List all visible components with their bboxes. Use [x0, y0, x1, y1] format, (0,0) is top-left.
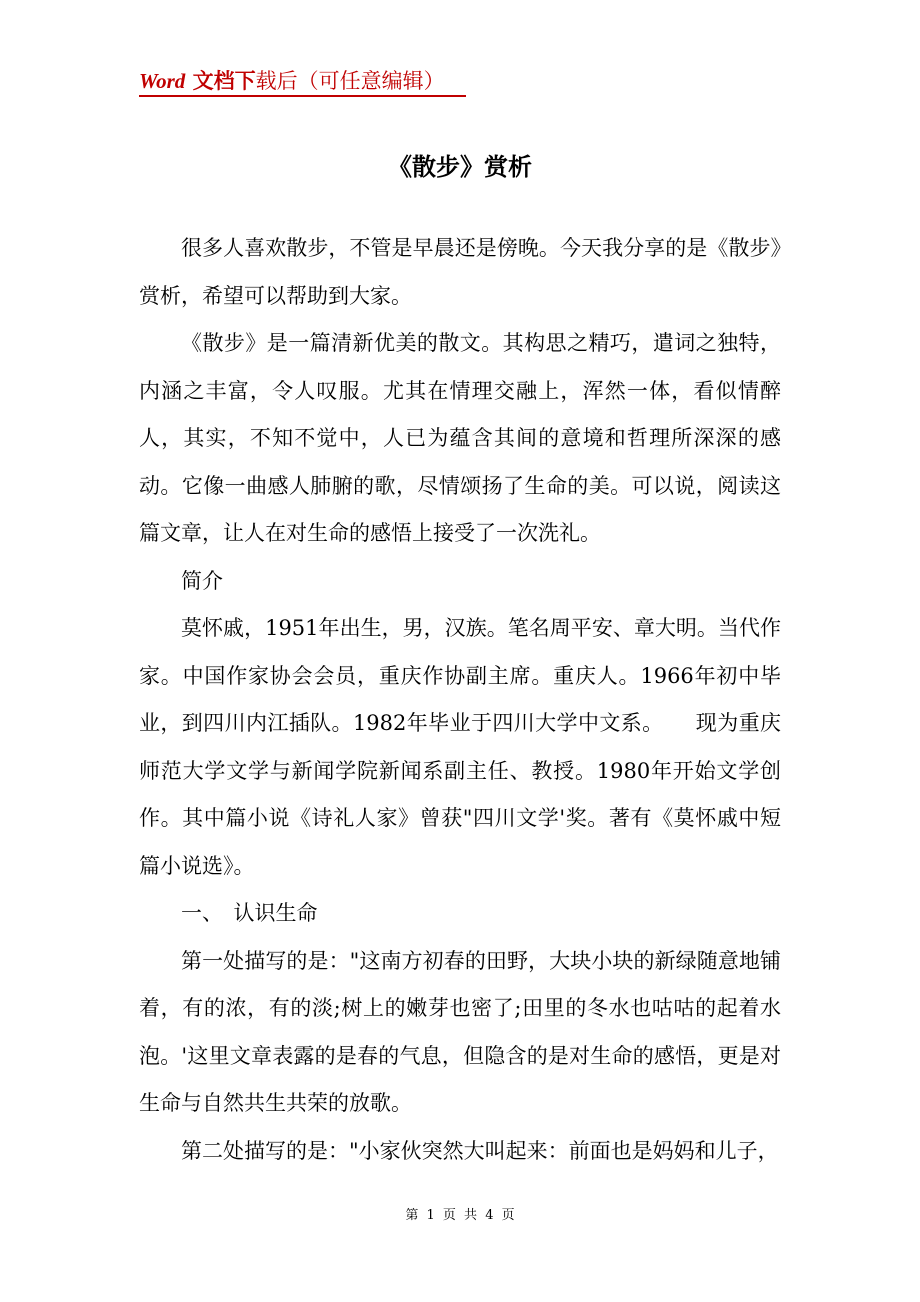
body-paragraph: 第一处描写的是："这南方初春的田野，大块小块的新绿随意地铺着，有的浓，有的淡;树上的嫩芽也密了;田里的冬水也咕咕的起着水泡。'这里文章表露的是春的气息，但隐含的是对生命的感悟，更是对生命与自然共生共荣的放歌。 [139, 948, 781, 1115]
body-paragraph: 莫怀戚，1951年出生，男，汉族。笔名周平安、章大明。当代作家。中国作家协会会员，重庆作协副主席。重庆人。1966年初中毕业，到四川内江插队。1982年毕业于四川大学中文系。 现为重庆师范大学文学与新闻学院新闻系副主任、教授。1980年开始文学创作。其中篇小说《诗礼人家》曾获"四川文学'奖。著有《莫怀戚中短篇小说选》。 [139, 616, 781, 878]
document-title: 《散步》赏析 [388, 153, 532, 181]
body-paragraph: 很多人喜欢散步，不管是早晨还是傍晚。今天我分享的是《散步》赏析，希望可以帮助到大家。 [139, 236, 781, 308]
body-paragraph: 《散步》是一篇清新优美的散文。其构思之精巧，遣词之独特，内涵之丰富，令人叹服。尤其在情理交融上，浑然一体，看似情醉人，其实，不知不觉中，人已为蕴含其间的意境和哲理所深深的感动。它像一曲感人肺腑的歌，尽情颂扬了生命的美。可以说，阅读这篇文章，让人在对生命的感悟上接受了一次洗礼。 [139, 331, 781, 545]
header-text-part-3: 编辑） [381, 69, 445, 93]
page-footer-page-number: 第 1 页 共 4 页 [405, 1208, 515, 1223]
header-underline [139, 95, 466, 97]
header-word-label: Word [139, 69, 186, 93]
section-heading-1: 一、 认识生命 [181, 901, 318, 925]
header-text-part-1: 文档下 [185, 69, 256, 93]
document-header-banner [139, 66, 445, 96]
document-body [139, 225, 781, 1175]
body-paragraph: 第二处描写的是："小家伙突然大叫起来：前面也是妈妈和儿子， [181, 1138, 779, 1163]
header-text-part-2: 载后（可任意 [255, 69, 382, 93]
section-heading-intro: 简介 [181, 568, 223, 593]
